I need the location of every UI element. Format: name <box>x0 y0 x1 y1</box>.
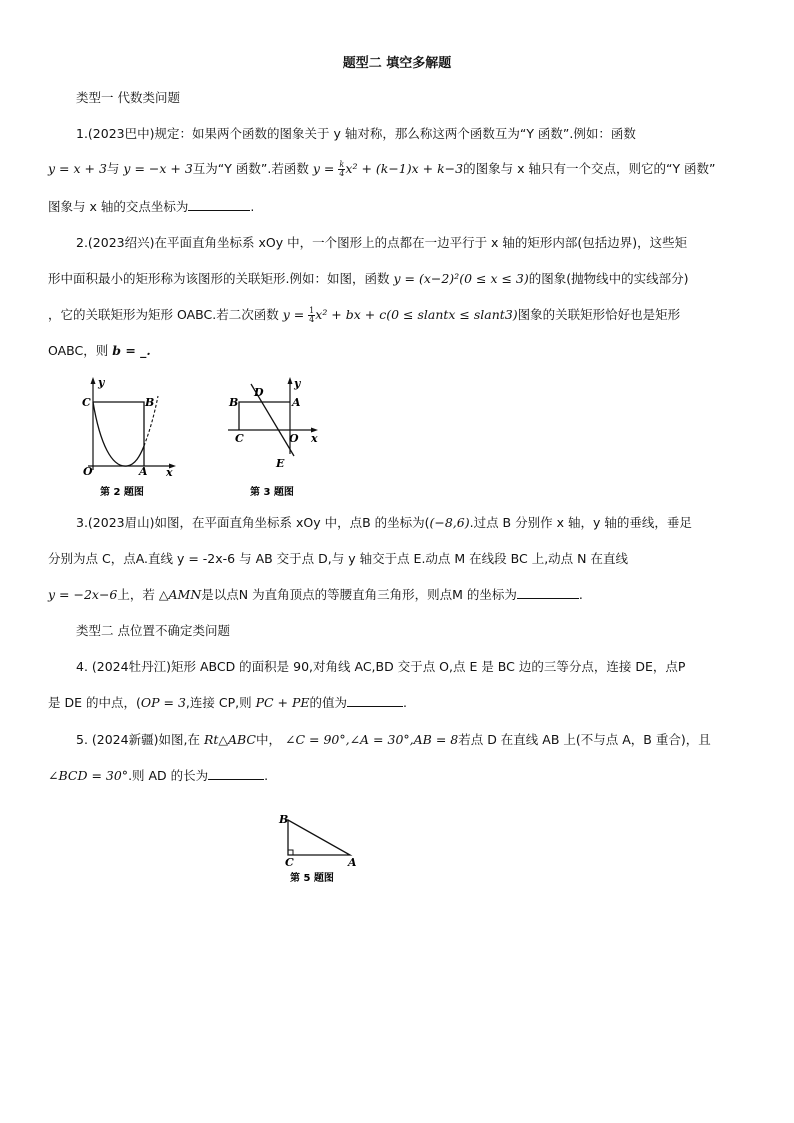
figure-5 <box>276 808 366 888</box>
q1-text-3: 图象与 x 轴的交点坐标为 <box>48 199 189 214</box>
q5-expr-2a: ∠BCD = 30° <box>48 768 129 783</box>
fig5-label-a: A <box>348 856 357 869</box>
q1-text-d: 互为“Y 函数”.若函数 <box>192 161 309 176</box>
q1-line-3 <box>48 198 254 216</box>
fig2-label-b: B <box>145 396 155 409</box>
q3-expr-1b: (−8,6) <box>429 515 470 530</box>
q2-expr-b: y = (x−2)²(0 ≤ x ≤ 3) <box>393 271 529 286</box>
q4-text-2c: ,连接 CP,则 <box>185 695 252 710</box>
figure-2-graph <box>78 374 182 500</box>
q4-text-2a: 是 DE 的中点，( <box>48 695 141 710</box>
q2-line-4 <box>48 342 151 360</box>
q3-answer-blank[interactable] <box>517 586 579 599</box>
q2-expr-4b: b = _. <box>112 343 151 358</box>
q4-line-2 <box>48 694 407 712</box>
q5-line-2 <box>48 767 268 785</box>
q1-expr-a: y = x + 3 <box>48 161 107 176</box>
fig2-label-y: y <box>98 376 105 389</box>
q1-text-b: 与 <box>106 161 120 176</box>
q3-text-3d: 是以点N 为直角顶点的等腰直角三角形，则点M 的坐标为 <box>201 587 517 602</box>
q3-line-1 <box>76 514 692 532</box>
fig3-caption: 第 3 题图 <box>250 487 294 498</box>
q3-period: . <box>578 587 583 602</box>
q1-expr-c: y = −x + 3 <box>123 161 193 176</box>
fig2-label-a: A <box>139 465 148 478</box>
fig3-label-o: O <box>289 432 299 445</box>
figure-3-graph <box>226 374 336 500</box>
section-heading-1: 类型一 代数类问题 <box>76 90 180 105</box>
fig3-label-c: C <box>235 432 244 445</box>
q5-line-1 <box>76 731 711 749</box>
figure-5-triangle <box>276 808 366 888</box>
fig3-label-y: y <box>294 377 301 390</box>
q4-expr-2b: OP = 3 <box>140 695 186 710</box>
q5-expr-1d: ∠C = 90°,∠A = 30°,AB = 8 <box>285 732 459 747</box>
q5-answer-blank[interactable] <box>208 767 264 780</box>
section-heading-2: 类型二 点位置不确定类问题 <box>76 623 230 638</box>
q1-frac-den: 4 <box>339 169 345 178</box>
q2-line-3 <box>48 306 680 324</box>
q2-expr-3b: y = <box>282 307 309 322</box>
q1-line-1: 1.(2023巴中)规定：如果两个函数的图象关于 y 轴对称，那么称这两个函数互为“Y 函数”.例如：函数 <box>76 126 636 141</box>
q1-text-g: 的图象与 x 轴只有一个交点，则它的“Y 函数” <box>463 161 716 176</box>
q3-expr-3a: y = −2x−6 <box>48 587 118 602</box>
q3-expr-3c: △AMN <box>158 587 202 602</box>
q2-line-2 <box>48 270 689 288</box>
fig2-caption: 第 2 题图 <box>100 487 144 498</box>
q5-text-1e: 若点 D 在直线 AB 上(不与点 A，B 重合)，且 <box>458 732 711 747</box>
fig3-label-d: D <box>254 386 264 399</box>
q5-text-1c: 中， <box>256 732 282 747</box>
q2-frac-num: 1 <box>309 306 315 315</box>
fig3-label-e: E <box>276 457 285 470</box>
fig3-label-a: A <box>292 396 301 409</box>
q1-answer-blank[interactable] <box>188 198 250 211</box>
q1-period: . <box>250 199 255 214</box>
q3-text-1c: .过点 B 分别作 x 轴，y 轴的垂线，垂足 <box>469 515 692 530</box>
page-title: 题型二 填空多解题 <box>342 56 452 71</box>
q2-text-3a: ，它的关联矩形为矩形 OABC.若二次函数 <box>48 307 279 322</box>
q3-text-1a: 3.(2023眉山)如图，在平面直角坐标系 xOy 中，点B 的坐标为( <box>76 515 430 530</box>
q4-line-1: 4. (2024牡丹江)矩形 ABCD 的面积是 90,对角线 AC,BD 交于点 O,点 E 是 BC 边的三等分点，连接 DE，点P <box>76 659 686 674</box>
fig3-label-x: x <box>311 432 318 445</box>
q4-text-2e: 的值为 <box>309 695 348 710</box>
q3-text-3b: 上，若 <box>117 587 159 602</box>
q2-expr-3c: x² + bx + c(0 ≤ slantx ≤ slant3) <box>315 307 518 322</box>
figure-3 <box>226 374 336 500</box>
fig2-label-x: x <box>166 466 173 479</box>
q5-text-1a: 5. (2024新疆)如图,在 <box>76 732 200 747</box>
fig5-caption: 第 5 题图 <box>290 873 334 884</box>
q2-text-4a: OABC，则 <box>48 343 109 358</box>
fig5-label-b: B <box>279 813 289 826</box>
fig2-label-o: O <box>83 465 93 478</box>
q2-text-c: 的图象(抛物线中的实线部分) <box>528 271 689 286</box>
q4-answer-blank[interactable] <box>347 694 403 707</box>
q1-line-2 <box>48 160 716 178</box>
q5-text-2b: .则 AD 的长为 <box>128 768 209 783</box>
q2-text-3d: 图象的关联矩形恰好也是矩形 <box>517 307 681 322</box>
fig2-label-c: C <box>82 396 91 409</box>
q2-frac-den: 4 <box>309 315 315 324</box>
q5-period: . <box>264 768 269 783</box>
q2-text-a: 形中面积最小的矩形称为该图形的关联矩形.例如：如图，函数 <box>48 271 390 286</box>
q4-expr-2d: PC + PE <box>255 695 310 710</box>
q3-line-2: 分别为点 C，点A.直线 y = -2x-6 与 AB 交于点 D,与 y 轴交于点 E.动点 M 在线段 BC 上,动点 N 在直线 <box>48 551 628 566</box>
q1-expr-e: y = <box>312 161 339 176</box>
q2-line-1: 2.(2023绍兴)在平面直角坐标系 xOy 中，一个图形上的点都在一边平行于 x 轴的矩形内部(包括边界)，这些矩 <box>76 235 688 250</box>
q1-frac-num: k <box>339 160 345 169</box>
q4-period: . <box>403 695 408 710</box>
q1-expr-f: x² + (k−1)x + k−3 <box>345 161 464 176</box>
fig3-label-b: B <box>229 396 239 409</box>
figure-2 <box>78 374 182 500</box>
fig5-label-c: C <box>285 856 294 869</box>
q5-expr-1b: Rt△ABC <box>203 732 256 747</box>
q3-line-3 <box>48 586 583 604</box>
